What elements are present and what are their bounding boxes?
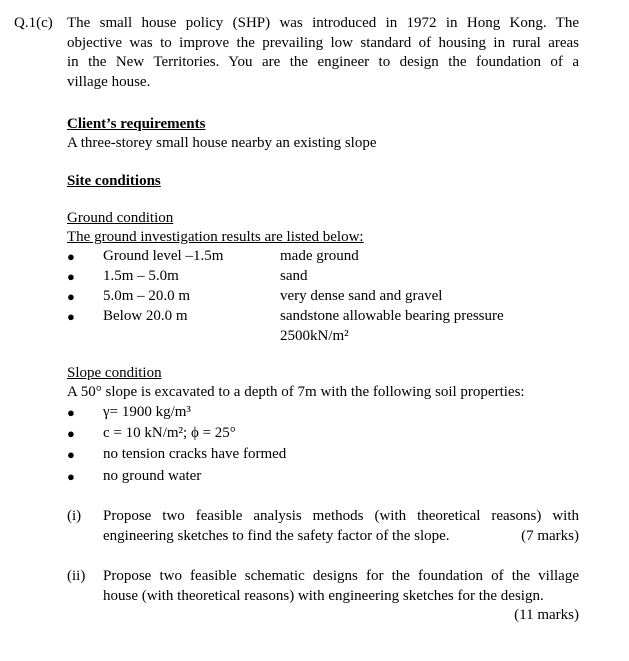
ground-row <box>0 267 629 287</box>
client-requirements-text: A three-storey small house nearby an existing slope <box>67 135 377 151</box>
ground-material: very dense sand and gravel <box>280 288 443 304</box>
client-requirements-heading: Client’s requirements <box>67 116 206 132</box>
intro-line: objective was to improve the prevailing low standard of housing in rural areas <box>67 34 579 51</box>
task-item <box>67 507 579 547</box>
task-line-with-marks <box>103 527 579 547</box>
ground-material: sand <box>280 268 308 284</box>
task-line: house (with theoretical reasons) with engineering sketches for the design. <box>103 587 544 604</box>
slope-item <box>0 403 629 423</box>
ground-depth: Below 20.0 m <box>103 308 188 324</box>
bullet-icon: ● <box>67 309 75 324</box>
bullet-icon: ● <box>67 289 75 304</box>
slope-item <box>0 445 629 465</box>
ground-row <box>0 307 629 327</box>
slope-item <box>0 467 629 487</box>
task-text <box>103 567 579 626</box>
task-number: (i) <box>67 508 82 524</box>
task-line: engineering sketches to find the safety factor of the slope. <box>103 527 450 544</box>
task-number: (ii) <box>67 568 86 584</box>
slope-item-text: no tension cracks have formed <box>103 446 287 462</box>
slope-item <box>0 424 629 444</box>
bullet-icon: ● <box>67 426 75 441</box>
slope-condition-heading: Slope condition <box>67 365 162 381</box>
site-conditions-heading: Site conditions <box>67 173 161 189</box>
ground-condition-subheading: The ground investigation results are listed below: <box>67 229 364 245</box>
intro-line: village house. <box>67 73 151 90</box>
task-item <box>67 567 579 627</box>
ground-row <box>0 247 629 267</box>
ground-row <box>0 287 629 307</box>
task-line: Propose two feasible analysis methods (with theoretical reasons) with <box>103 508 579 524</box>
slope-condition-intro: A 50° slope is excavated to a depth of 7m with the following soil properties: <box>67 384 525 400</box>
bullet-icon: ● <box>67 405 75 420</box>
bullet-icon: ● <box>67 269 75 284</box>
bullet-icon: ● <box>67 447 75 462</box>
bullet-icon: ● <box>67 469 75 484</box>
intro-line: The small house policy (SHP) was introduced in 1972 in Hong Kong. The <box>67 15 579 31</box>
ground-material: made ground <box>280 248 359 264</box>
question-intro <box>67 14 579 92</box>
task-text <box>103 507 579 546</box>
ground-condition-heading: Ground condition <box>67 210 174 226</box>
ground-depth: 1.5m – 5.0m <box>103 268 179 284</box>
task-line: Propose two feasible schematic designs for the foundation of the village <box>103 568 579 584</box>
slope-item-text: γ= 1900 kg/m³ <box>103 404 191 420</box>
slope-item-text: c = 10 kN/m²; ϕ = 25° <box>103 425 236 441</box>
task-marks: (11 marks) <box>514 607 579 623</box>
ground-depth: 5.0m – 20.0 m <box>103 288 191 304</box>
bullet-icon: ● <box>67 249 75 264</box>
slope-item-text: no ground water <box>103 468 202 484</box>
question-number: Q.1(c) <box>14 15 53 31</box>
intro-line: in the New Territories. You are the engineer to design the foundation of a <box>67 54 579 70</box>
ground-material: sandstone allowable bearing pressure <box>280 308 504 324</box>
ground-material-continued: 2500kN/m² <box>280 328 349 344</box>
ground-depth: Ground level –1.5m <box>103 248 224 264</box>
task-marks: (7 marks) <box>521 527 579 544</box>
